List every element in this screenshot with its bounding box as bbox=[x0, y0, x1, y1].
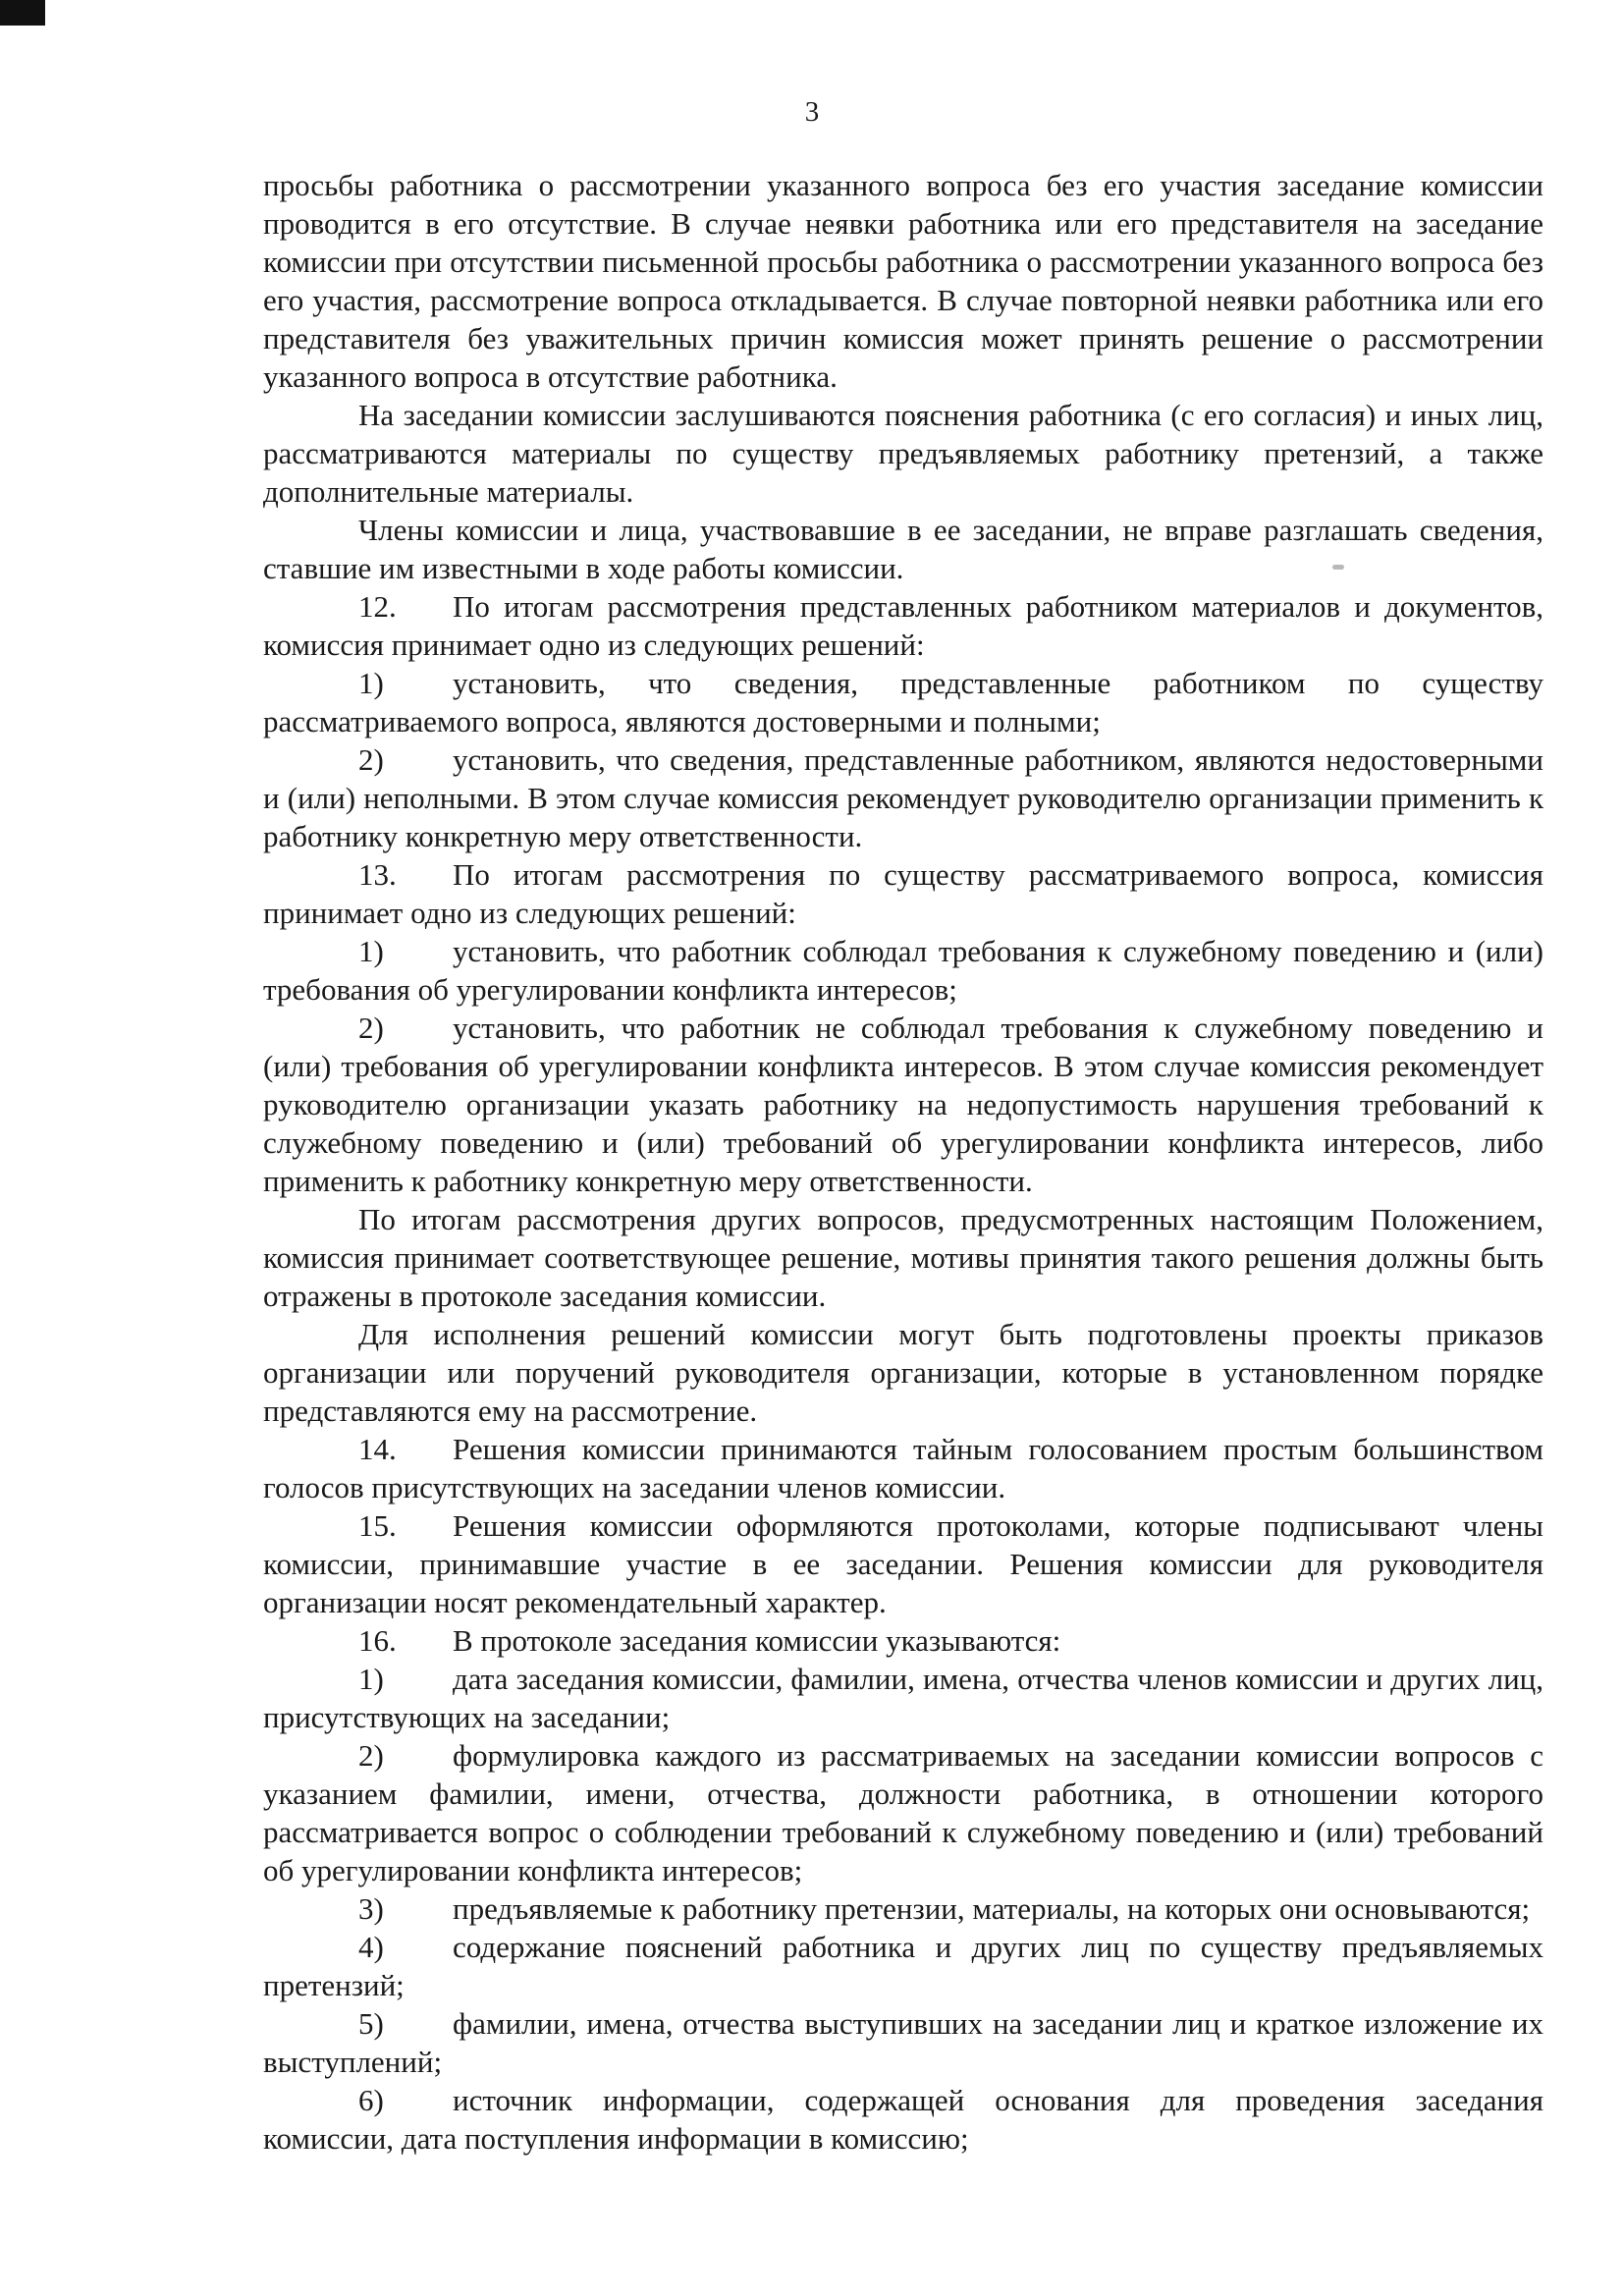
list-item bbox=[263, 1660, 1543, 1736]
clause-number: 15. bbox=[358, 1508, 397, 1543]
numbered-clause-12 bbox=[263, 587, 1543, 664]
paragraph bbox=[263, 1200, 1543, 1315]
paragraph-text: Для исполнения решений комиссии могут быть подготовлены проекты приказов организации или поручений руководителя организации, которые в установленном порядке представляются ему на рассмотрение. bbox=[263, 1317, 1543, 1428]
page-number: 3 bbox=[804, 96, 820, 128]
list-item-text: установить, что сведения, представленные работником, являются недостоверными и (или) неполными. В этом случае комиссия рекомендует руководителю организации применить к работнику конкретную меру ответственности. bbox=[263, 742, 1543, 853]
clause-text: Решения комиссии принимаются тайным голосованием простым большинством голосов присутствующих на заседании членов комиссии. bbox=[263, 1432, 1543, 1504]
list-item-marker: 4) bbox=[358, 1930, 384, 1964]
list-item bbox=[263, 1889, 1543, 1928]
list-item bbox=[263, 664, 1543, 740]
paragraph-text: По итогам рассмотрения других вопросов, предусмотренных настоящим Положением, комиссия принимает соответствующее решение, мотивы принятия такого решения должны быть отражены в протоколе заседания комиссии. bbox=[263, 1202, 1543, 1313]
clause-number: 12. bbox=[358, 589, 397, 624]
scan-corner-mark bbox=[0, 0, 45, 26]
list-item bbox=[263, 932, 1543, 1009]
list-item-marker: 1) bbox=[358, 934, 384, 968]
clause-number: 13. bbox=[358, 857, 397, 892]
list-item bbox=[263, 1009, 1543, 1200]
paragraph-text: На заседании комиссии заслушиваются пояснения работника (с его согласия) и иных лиц, рассматриваются материалы по существу предъявляемых работнику претензий, а также дополнительные материалы. bbox=[263, 398, 1543, 509]
document-body bbox=[263, 166, 1543, 2158]
list-item bbox=[263, 1928, 1543, 2004]
list-item-marker: 2) bbox=[358, 1738, 384, 1773]
clause-number: 16. bbox=[358, 1623, 397, 1658]
paragraph-text: Члены комиссии и лица, участвовавшие в ее заседании, не вправе разглашать сведения, ставшие им известными в ходе работы комиссии. bbox=[263, 513, 1543, 585]
clause-text: По итогам рассмотрения по существу рассматриваемого вопроса, комиссия принимает одно из следующих решений: bbox=[263, 857, 1543, 930]
list-item-marker: 6) bbox=[358, 2083, 384, 2117]
paragraph bbox=[263, 396, 1543, 511]
list-item-marker: 5) bbox=[358, 2006, 384, 2041]
clause-number: 14. bbox=[358, 1432, 397, 1466]
paragraph-continuation bbox=[263, 166, 1543, 396]
list-item-text: дата заседания комиссии, фамилии, имена, отчества членов комиссии и других лиц, присутствующих на заседании; bbox=[263, 1662, 1543, 1734]
clause-text: По итогам рассмотрения представленных работником материалов и документов, комиссия принимает одно из следующих решений: bbox=[263, 589, 1543, 662]
numbered-clause-14 bbox=[263, 1430, 1543, 1506]
list-item-marker: 2) bbox=[358, 1011, 384, 1045]
list-item-marker: 1) bbox=[358, 666, 384, 700]
list-item-text: предъявляемые к работнику претензии, материалы, на которых они основываются; bbox=[453, 1891, 1531, 1926]
clause-text: В протоколе заседания комиссии указываются: bbox=[453, 1623, 1061, 1658]
list-item-text: установить, что работник соблюдал требования к служебному поведению и (или) требования об урегулировании конфликта интересов; bbox=[263, 934, 1543, 1007]
numbered-clause-13 bbox=[263, 855, 1543, 932]
clause-text: Решения комиссии оформляются протоколами, которые подписывают члены комиссии, принимавшие участие в ее заседании. Решения комиссии для руководителя организации носят рекомендательный характер. bbox=[263, 1508, 1543, 1619]
list-item-text: установить, что сведения, представленные работником по существу рассматриваемого вопроса, являются достоверными и полными; bbox=[263, 666, 1543, 738]
list-item-text: формулировка каждого из рассматриваемых на заседании комиссии вопросов с указанием фамилии, имени, отчества, должности работника, в отношении которого рассматривается вопрос о соблюдении требований к служебному поведению и (или) требований об урегулировании конфликта интересов; bbox=[263, 1738, 1543, 1887]
list-item-text: источник информации, содержащей основания для проведения заседания комиссии, дата поступления информации в комиссию; bbox=[263, 2083, 1543, 2156]
list-item-text: содержание пояснений работника и других лиц по существу предъявляемых претензий; bbox=[263, 1930, 1543, 2002]
list-item bbox=[263, 740, 1543, 855]
paragraph bbox=[263, 511, 1543, 587]
list-item bbox=[263, 2004, 1543, 2081]
list-item-marker: 2) bbox=[358, 742, 384, 777]
paragraph-text: просьбы работника о рассмотрении указанного вопроса без его участия заседание комиссии проводится в его отсутствие. В случае неявки работника или его представителя на заседание комиссии при отсутствии письменной просьбы работника о рассмотрении указанного вопроса без его участия, рассмотрение вопроса откладывается. В случае повторной неявки работника или его представителя без уважительных причин комиссия может принять решение о рассмотрении указанного вопроса в отсутствие работника. bbox=[263, 168, 1543, 394]
list-item-marker: 3) bbox=[358, 1891, 384, 1926]
list-item bbox=[263, 2081, 1543, 2158]
list-item-text: фамилии, имена, отчества выступивших на заседании лиц и краткое изложение их выступлений; bbox=[263, 2006, 1543, 2079]
list-item-text: установить, что работник не соблюдал требования к служебному поведению и (или) требования об урегулировании конфликта интересов. В этом случае комиссия рекомендует руководителю организации указать работнику на недопустимость нарушения требований к служебному поведению и (или) требований об урегулировании конфликта интересов, либо применить к работнику конкретную меру ответственности. bbox=[263, 1011, 1543, 1198]
list-item-marker: 1) bbox=[358, 1662, 384, 1696]
numbered-clause-16 bbox=[263, 1621, 1543, 1660]
numbered-clause-15 bbox=[263, 1506, 1543, 1621]
list-item bbox=[263, 1736, 1543, 1889]
paragraph bbox=[263, 1315, 1543, 1430]
